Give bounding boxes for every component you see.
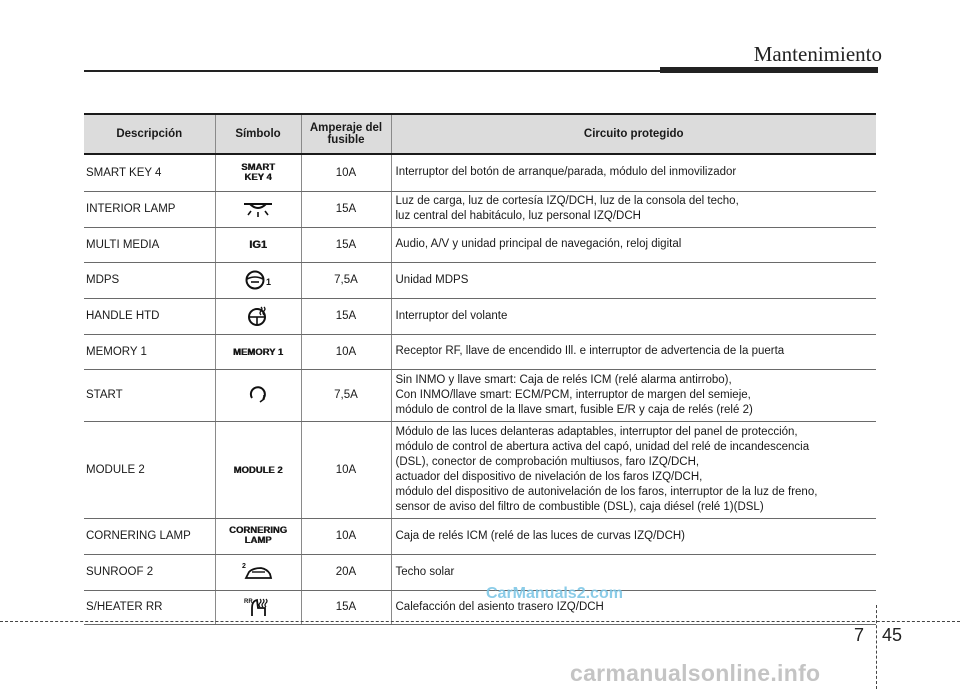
cell-description: SMART KEY 4: [84, 154, 215, 191]
symbol-text: IG1: [249, 238, 267, 251]
table-row: [84, 421, 876, 518]
cell-amperage: 15A: [301, 227, 391, 262]
cell-circuit: Luz de carga, luz de cortesía IZQ/DCH, luz de la consola del techo, luz central del habitáculo, luz personal IZQ/DCH: [391, 191, 876, 227]
cell-description: START: [84, 369, 215, 421]
start-arrow-icon: [248, 385, 268, 405]
section-title: Mantenimiento: [753, 42, 882, 66]
cell-amperage: 15A: [301, 298, 391, 334]
heated-steering-icon: [247, 305, 269, 327]
steering-wheel-1-icon: [243, 269, 273, 291]
cell-description: SUNROOF 2: [84, 554, 215, 590]
table-row: [84, 554, 876, 590]
cell-description: S/HEATER RR: [84, 590, 215, 624]
cell-amperage: 15A: [301, 590, 391, 624]
cell-symbol: [215, 334, 301, 369]
cell-circuit: Interruptor del botón de arranque/parada, módulo del inmovilizador: [391, 154, 876, 191]
table-header-row: [84, 114, 876, 154]
footer-rule: [0, 621, 960, 622]
cell-symbol: [215, 369, 301, 421]
symbol-text: SMART KEY 4: [241, 161, 275, 183]
cell-circuit: Audio, A/V y unidad principal de navegación, reloj digital: [391, 227, 876, 262]
cell-amperage: 15A: [301, 191, 391, 227]
symbol-text: MEMORY 1: [232, 346, 284, 358]
table-row: [84, 227, 876, 262]
cell-amperage: 10A: [301, 334, 391, 369]
sunroof-2-icon: [241, 561, 275, 583]
col-header-circuit: Circuito protegido: [391, 114, 876, 154]
table-row: [84, 154, 876, 191]
interior-lamp-icon: [241, 199, 275, 219]
table-row: [84, 518, 876, 554]
cell-circuit: Techo solar: [391, 554, 876, 590]
col-header-description: Descripción: [84, 114, 215, 154]
cell-description: MODULE 2: [84, 421, 215, 518]
header-rule-accent: [660, 67, 878, 73]
cell-circuit: Receptor RF, llave de encendido Ill. e interruptor de advertencia de la puerta: [391, 334, 876, 369]
col-header-amperage: Amperaje del fusible: [301, 114, 391, 154]
cell-description: INTERIOR LAMP: [84, 191, 215, 227]
cell-amperage: 20A: [301, 554, 391, 590]
page-number: 45: [882, 625, 903, 645]
cell-description: MEMORY 1: [84, 334, 215, 369]
icon-label: 2: [242, 563, 246, 570]
cell-circuit: Interruptor del volante: [391, 298, 876, 334]
cell-description: MDPS: [84, 262, 215, 298]
cell-symbol: [215, 421, 301, 518]
fuse-table-container: [84, 113, 876, 625]
symbol-text: CORNERING LAMP: [228, 525, 288, 546]
header-rule: [84, 70, 660, 72]
cell-amperage: 7,5A: [301, 369, 391, 421]
cell-symbol: [215, 554, 301, 590]
icon-label: RR: [244, 599, 253, 605]
table-row: [84, 191, 876, 227]
cell-circuit: Unidad MDPS: [391, 262, 876, 298]
icon-label: 1: [266, 277, 272, 287]
cell-amperage: 10A: [301, 154, 391, 191]
cell-amperage: 10A: [301, 421, 391, 518]
cell-description: CORNERING LAMP: [84, 518, 215, 554]
cell-symbol: [215, 298, 301, 334]
table-row: [84, 369, 876, 421]
watermark-text: CarManuals2.com: [486, 585, 623, 602]
cell-symbol: [215, 191, 301, 227]
table-row: [84, 262, 876, 298]
cell-amperage: 10A: [301, 518, 391, 554]
symbol-text: MODULE 2: [233, 464, 283, 476]
cell-symbol: [215, 518, 301, 554]
cell-circuit: Caja de relés ICM (relé de las luces de curvas IZQ/DCH): [391, 518, 876, 554]
fuse-table: [84, 113, 876, 625]
cell-circuit: Sin INMO y llave smart: Caja de relés ICM (relé alarma antirrobo), Con INMO/llave smart: ECM/PCM, interruptor de margen del semieje, módulo de control de la llave smart, fusible E/R y caja de relés (relé 2): [391, 369, 876, 421]
site-url: carmanualsonline.info: [570, 660, 821, 686]
cell-symbol: [215, 154, 301, 191]
cell-description: MULTI MEDIA: [84, 227, 215, 262]
col-header-symbol: Símbolo: [215, 114, 301, 154]
cell-symbol: [215, 590, 301, 624]
cell-symbol: [215, 262, 301, 298]
table-row: [84, 590, 876, 624]
chapter-number: 7: [854, 625, 865, 645]
cell-circuit: Calefacción del asiento trasero IZQ/DCH: [391, 590, 876, 624]
cell-amperage: 7,5A: [301, 262, 391, 298]
table-row: [84, 298, 876, 334]
cell-description: HANDLE HTD: [84, 298, 215, 334]
table-row: [84, 334, 876, 369]
seat-heater-rr-icon: [243, 596, 273, 618]
cell-circuit: Módulo de las luces delanteras adaptables, interruptor del panel de protección, módulo de control de abertura activa del capó, unidad del relé de incandescencia (DSL), conector de comprobación multiusos, faro IZQ/DCH, actuador del dispositivo de nivelación de los faros IZQ/DCH, módulo del dispositivo de autonivelación de los faros, interruptor de la luz de freno, sensor de aviso del filtro de combustible (DSL), caja diésel (relé 1)(DSL): [391, 421, 876, 518]
footer-divider: [876, 605, 877, 689]
cell-symbol: [215, 227, 301, 262]
